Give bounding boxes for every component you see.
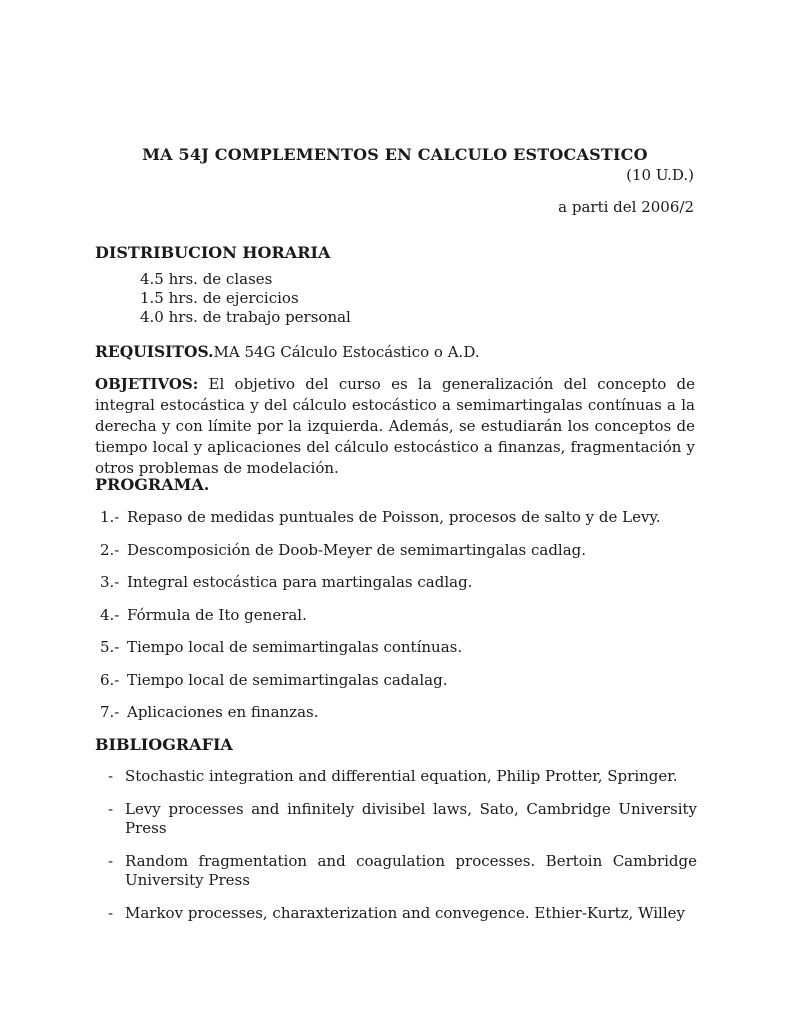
programa-item-text: Descomposición de Doob-Meyer de semimartingalas cadlag. (127, 540, 587, 559)
programa-item-number: 7.- (100, 703, 120, 721)
requisitos-label: REQUISITOS. (95, 342, 214, 361)
objetivos-label: OBJETIVOS: (95, 375, 199, 393)
programa-item-number: 2.- (100, 540, 120, 559)
programa-item (100, 671, 661, 704)
programa-item (100, 573, 661, 606)
hours-item: 1.5 hrs. de ejercicios (140, 289, 299, 307)
programa-item (100, 541, 661, 574)
programa-item-text: Aplicaciones en finanzas. (127, 703, 319, 721)
programa-list (100, 508, 661, 736)
bibliografia-item-text: Random fragmentation and coagulation processes. Bertoin Cambridge University Press (125, 852, 697, 889)
programa-item (100, 508, 661, 541)
requisitos-text: MA 54G Cálculo Estocástico o A.D. (213, 343, 480, 361)
programa-item-number: 4.- (100, 605, 120, 624)
bibliografia-item-text: Stochastic integration and differential equation, Philip Protter, Springer. (125, 767, 678, 785)
programa-item-text: Repaso de medidas puntuales de Poisson, procesos de salto y de Levy. (127, 508, 661, 526)
programa-item-number: 3.- (100, 573, 120, 591)
course-title: MA 54J COMPLEMENTOS EN CALCULO ESTOCASTICO (142, 145, 648, 164)
bibliografia-item (105, 767, 697, 786)
dash-bullet-icon: - (108, 852, 114, 870)
programa-item (100, 638, 661, 671)
objetivos-text: El objetivo del curso es la generalización del concepto de integral estocástica y del cálculo estocástico a semimartingalas contínuas a la derecha y con límite por la izquierda. Además, se estudiarán los conceptos de tiempo local y aplicaciones del cálculo estocástico a finanzas, fragmentación y otros problemas de modelación. (95, 375, 695, 477)
bibliografia-item-text: Markov processes, charaxterization and convegence. Ethier-Kurtz, Willey (125, 904, 685, 922)
objetivos-paragraph (95, 374, 695, 479)
bibliografia-item (105, 852, 697, 890)
programa-item-text: Fórmula de Ito general. (127, 605, 307, 624)
programa-item-text: Integral estocástica para martingalas cadlag. (127, 573, 473, 591)
dash-bullet-icon: - (108, 800, 114, 818)
requisitos-paragraph (95, 342, 480, 361)
bibliografia-item (105, 904, 697, 923)
hours-item: 4.0 hrs. de trabajo personal (140, 308, 351, 326)
programa-item-number: 6.- (100, 670, 120, 689)
programa-heading: PROGRAMA. (95, 475, 210, 494)
bibliografia-item-text: Levy processes and infinitely divisibel laws, Sato, Cambridge University Press (125, 800, 697, 837)
programa-item-text: Tiempo local de semimartingalas contínuas. (127, 638, 463, 656)
dash-bullet-icon: - (108, 767, 114, 785)
programa-item (100, 703, 661, 736)
hours-list (140, 270, 351, 327)
course-units: (10 U.D.) (626, 166, 694, 184)
distribucion-heading: DISTRIBUCION HORARIA (95, 243, 331, 262)
bibliografia-heading: BIBLIOGRAFIA (95, 735, 233, 754)
hours-item: 4.5 hrs. de clases (140, 270, 273, 288)
programa-item-number: 1.- (100, 508, 120, 526)
course-date: a parti del 2006/2 (558, 198, 694, 216)
dash-bullet-icon: - (108, 904, 114, 922)
bibliografia-list (105, 767, 697, 937)
programa-item-number: 5.- (100, 638, 120, 656)
programa-item (100, 606, 661, 639)
programa-item-text: Tiempo local de semimartingalas cadalag. (127, 670, 448, 689)
bibliografia-item (105, 800, 697, 838)
